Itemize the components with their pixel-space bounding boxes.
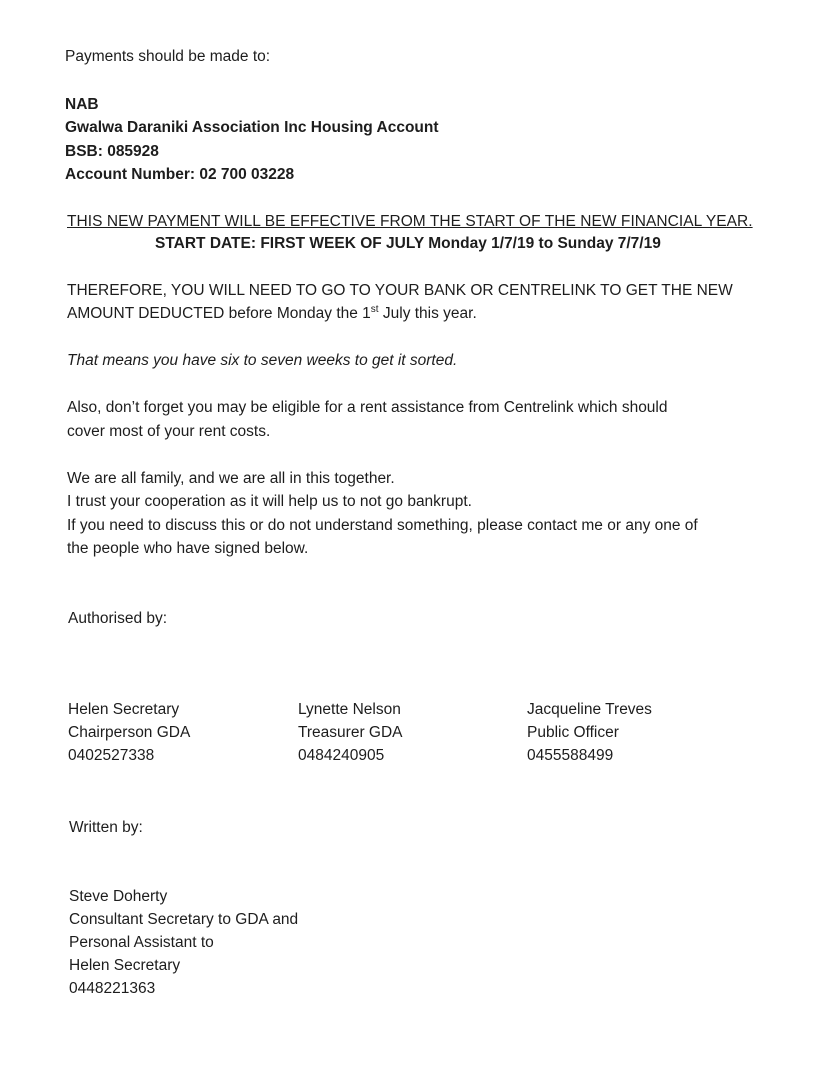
start-date: START DATE: FIRST WEEK OF JULY Monday 1/7/19 to Sunday 7/7/19 — [155, 235, 661, 252]
signatory-phone: 0402527338 — [68, 747, 155, 764]
signatory-title: Chairperson GDA — [68, 724, 191, 741]
paragraph-weeks: That means you have six to seven weeks to get it sorted. — [67, 352, 458, 369]
author-title-line2: Personal Assistant to — [69, 934, 214, 951]
paragraph-rent-line1: Also, don’t forget you may be eligible for a rent assistance from Centrelink which should — [67, 399, 668, 416]
paragraph-family-line1: We are all family, and we are all in this together. — [67, 470, 395, 487]
signatory-phone: 0484240905 — [298, 747, 385, 764]
author-block — [69, 885, 298, 1000]
signatory-name: Lynette Nelson — [298, 701, 401, 718]
authorised-label: Authorised by: — [68, 610, 168, 627]
signatory-2 — [298, 698, 403, 767]
bsb-number: BSB: 085928 — [65, 143, 159, 160]
paragraph-bank-line1: THEREFORE, YOU WILL NEED TO GO TO YOUR BANK OR CENTRELINK TO GET THE NEW — [67, 282, 733, 299]
account-name: Gwalwa Daraniki Association Inc Housing Account — [65, 119, 439, 136]
author-title-line1: Consultant Secretary to GDA and — [69, 911, 299, 928]
author-phone: 0448221363 — [69, 980, 156, 997]
paragraph-family-line4: the people who have signed below. — [67, 540, 309, 557]
paragraph-family-line3: If you need to discuss this or do not understand something, please contact me or any one of — [67, 517, 698, 534]
effective-notice: THIS NEW PAYMENT WILL BE EFFECTIVE FROM THE START OF THE NEW FINANCIAL YEAR. — [67, 213, 753, 230]
account-number: Account Number: 02 700 03228 — [65, 166, 295, 183]
signatory-3 — [527, 698, 652, 767]
payments-intro: Payments should be made to: — [65, 48, 271, 65]
signatory-title: Public Officer — [527, 724, 619, 741]
signatory-name: Helen Secretary — [68, 701, 180, 718]
written-label: Written by: — [69, 819, 143, 836]
signatory-title: Treasurer GDA — [298, 724, 403, 741]
signatory-phone: 0455588499 — [527, 747, 614, 764]
signatory-1 — [68, 698, 190, 767]
author-name: Steve Doherty — [69, 888, 168, 905]
paragraph-rent-line2: cover most of your rent costs. — [67, 423, 271, 440]
paragraph-bank-line2: AMOUNT DEDUCTED before Monday the 1st July this year. — [67, 303, 477, 322]
paragraph-family-line2: I trust your cooperation as it will help us to not go bankrupt. — [67, 493, 472, 510]
author-title-line3: Helen Secretary — [69, 957, 181, 974]
signatory-name: Jacqueline Treves — [527, 701, 652, 718]
bank-name: NAB — [65, 96, 99, 113]
